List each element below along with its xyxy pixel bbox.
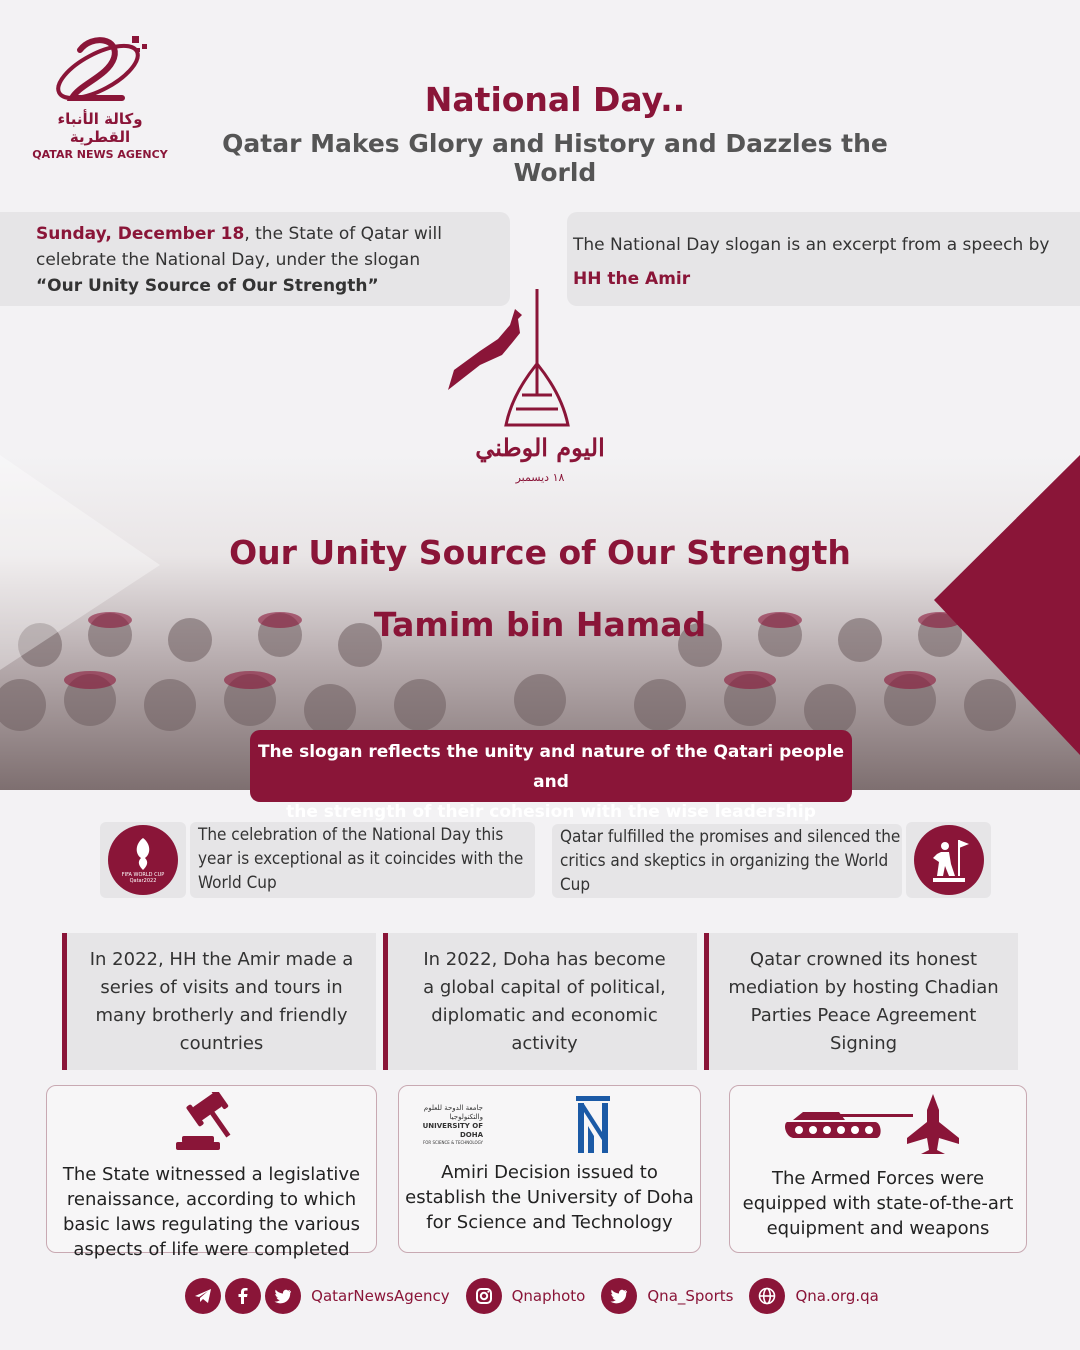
instagram-handle-link[interactable]: Qnaphoto bbox=[511, 1287, 586, 1305]
slogan-excerpt-text: The National Day slogan is an excerpt from a speech by bbox=[573, 235, 1050, 255]
university-arabic-name: جامعة الدوحة للعلوم والتكنولوجيا bbox=[423, 1104, 483, 1121]
university-text: Amiri Decision issued to establish the University of Doha for Science and Technology bbox=[405, 1162, 694, 1233]
emblem-arabic-date: ١٨ ديسمبر bbox=[515, 471, 565, 484]
qna-logo bbox=[30, 32, 170, 162]
doha-capital-card: In 2022, Doha has become a global capital of political, diplomatic and economic activity bbox=[383, 933, 697, 1070]
facebook-icon[interactable] bbox=[225, 1278, 261, 1314]
university-pillar-icon bbox=[576, 1096, 610, 1154]
worldcup-icon-box bbox=[100, 822, 186, 898]
armed-forces-text: The Armed Forces were equipped with state-of-the-art equipment and weapons bbox=[742, 1168, 1014, 1239]
amir-visits-card: In 2022, HH the Amir made a series of visits and tours in many brotherly and friendly countries bbox=[62, 933, 376, 1070]
twitter-sports-icon[interactable] bbox=[601, 1278, 637, 1314]
page-subtitle: Qatar Makes Glory and History and Dazzles the World bbox=[222, 129, 888, 187]
achievement-icon-box bbox=[906, 822, 991, 898]
tank-jet-icon bbox=[783, 1092, 973, 1156]
promise-text-box: Qatar fulfilled the promises and silenced the critics and skeptics in organizing the World Cup bbox=[552, 824, 902, 898]
qna-logo-icon bbox=[50, 32, 150, 108]
sports-handle-link[interactable]: Qna_Sports bbox=[647, 1287, 734, 1305]
slogan-banner bbox=[250, 730, 852, 822]
university-english-sub: FOR SCIENCE & TECHNOLOGY bbox=[422, 1140, 483, 1145]
armed-forces-card bbox=[729, 1085, 1027, 1253]
date-highlight: Sunday, December 18 bbox=[36, 224, 245, 244]
slogan-line-2: Tamim bin Hamad bbox=[373, 605, 707, 644]
banner-line-1: The slogan reflects the unity and nature of the Qatari people and bbox=[257, 742, 845, 792]
slogan-info-box bbox=[567, 212, 1080, 306]
globe-icon[interactable] bbox=[749, 1278, 785, 1314]
chad-mediation-card: Qatar crowned its honest mediation by hosting Chadian Parties Peace Agreement Signing bbox=[704, 933, 1018, 1070]
header-title-block bbox=[200, 80, 910, 187]
logo-english-text: QATAR NEWS AGENCY bbox=[32, 148, 168, 161]
date-info-box bbox=[0, 212, 510, 306]
social-footer bbox=[0, 1276, 1080, 1316]
legislative-text: The State witnessed a legislative renaissance, according to which basic laws regulating the various aspects of life were completed bbox=[62, 1164, 361, 1260]
gavel-icon bbox=[172, 1092, 252, 1154]
university-card bbox=[398, 1085, 701, 1253]
main-handle-link[interactable]: QatarNewsAgency bbox=[311, 1287, 450, 1305]
date-text: , the State of Qatar will celebrate the National Day, under the slogan bbox=[36, 224, 442, 270]
amir-highlight: HH the Amir bbox=[573, 269, 691, 289]
slogan-quote: “Our Unity Source of Our Strength” bbox=[36, 276, 379, 296]
legislative-card bbox=[46, 1085, 377, 1260]
telegram-icon[interactable] bbox=[185, 1278, 221, 1314]
worldcup-trophy-icon bbox=[108, 825, 178, 895]
slogan-line-1: Our Unity Source of Our Strength bbox=[229, 533, 851, 572]
emblem-arabic-text: اليوم الوطني bbox=[475, 433, 605, 462]
banner-line-2: the strength of their cohesion with the wise leadership bbox=[286, 802, 816, 822]
university-logo bbox=[403, 1092, 696, 1158]
celebration-text-box: The celebration of the National Day this year is exceptional as it coincides with the World Cup bbox=[190, 822, 535, 898]
worldcup-badge-text: FIFA WORLD CUP Qatar2022 bbox=[121, 872, 165, 884]
logo-arabic-text: وكالة الأنباء القطرية bbox=[57, 110, 143, 146]
flag-emblem-icon bbox=[440, 285, 640, 495]
instagram-icon[interactable] bbox=[466, 1278, 502, 1314]
website-link[interactable]: Qna.org.qa bbox=[795, 1287, 879, 1305]
page-title: National Day.. bbox=[424, 80, 686, 119]
twitter-icon[interactable] bbox=[265, 1278, 301, 1314]
flag-climber-icon bbox=[914, 825, 984, 895]
national-day-emblem bbox=[440, 285, 640, 495]
university-english-name: UNIVERSITY OF DOHA bbox=[422, 1122, 483, 1139]
